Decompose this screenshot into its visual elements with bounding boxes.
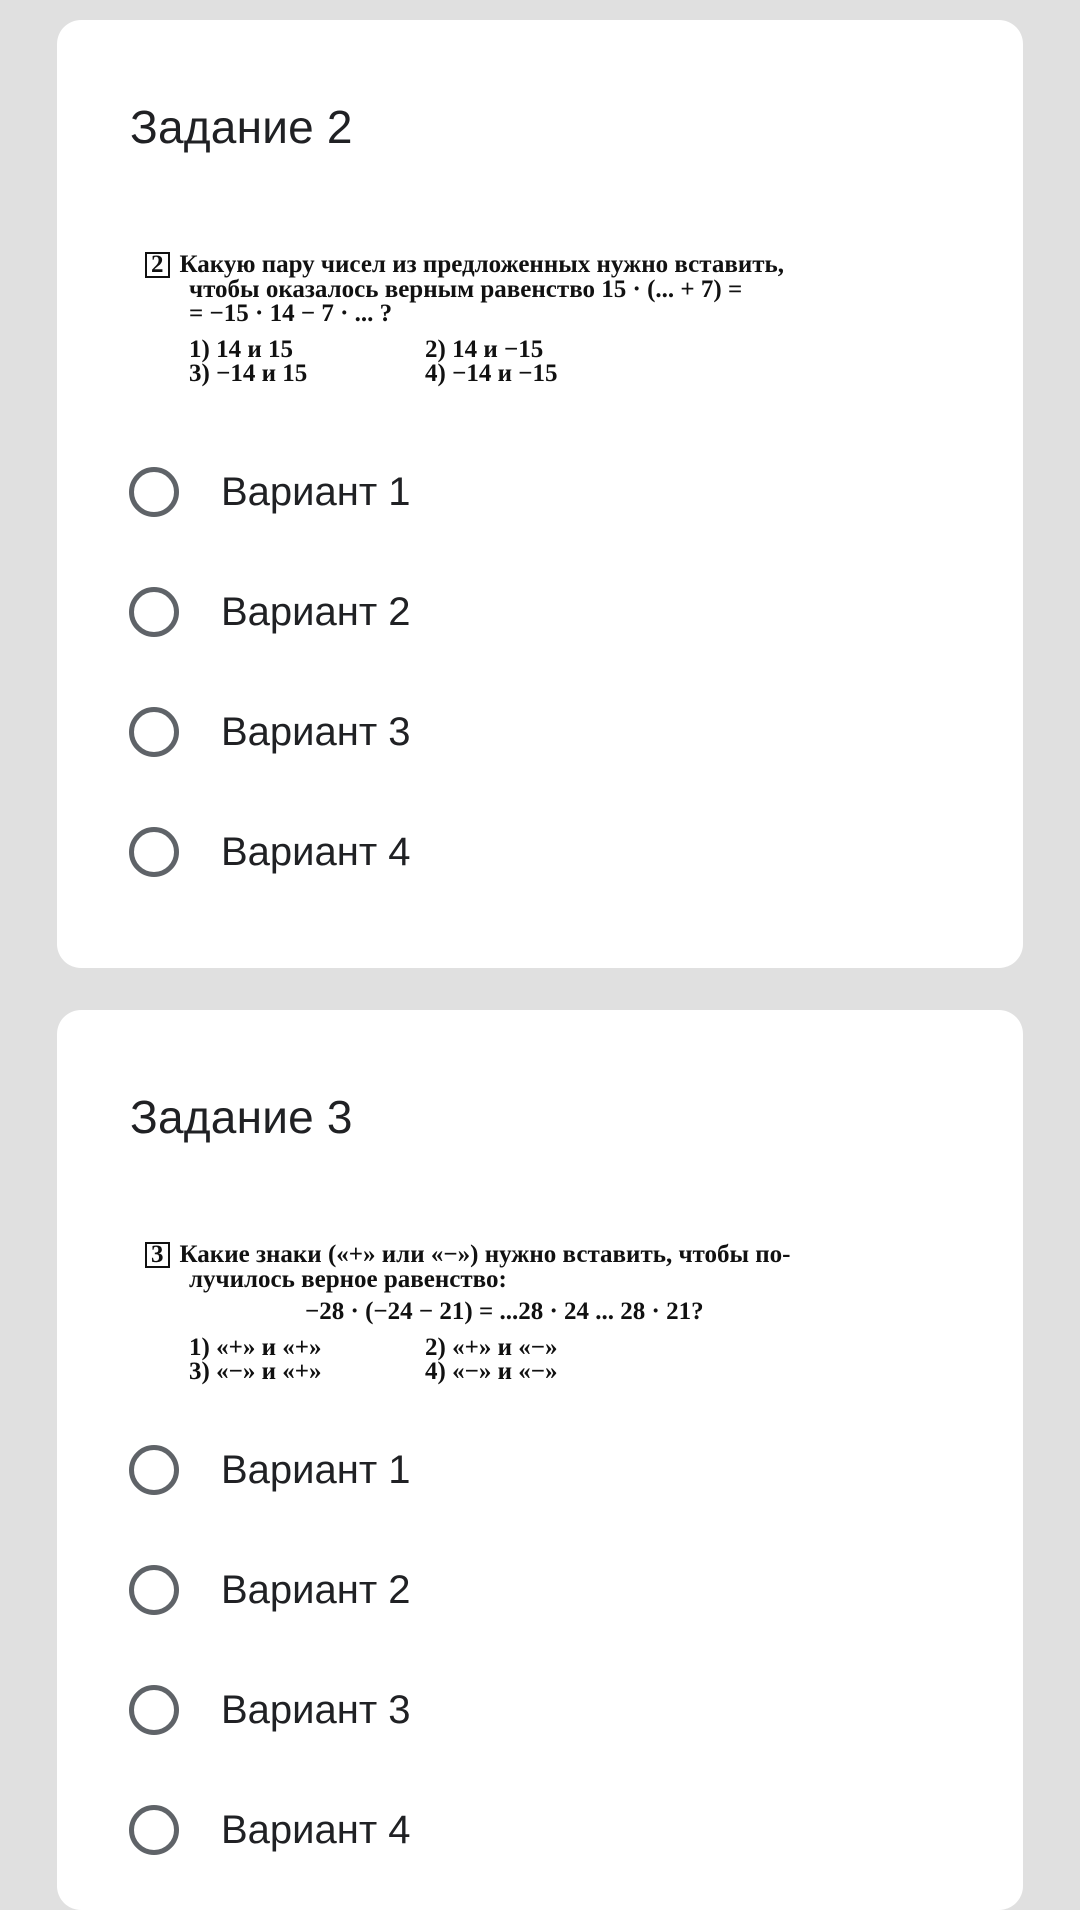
radio-button[interactable] xyxy=(129,467,179,517)
radio-button[interactable] xyxy=(129,587,179,637)
problem-number: 2 xyxy=(145,252,170,278)
problem-line-3: = −15 · 14 − 7 · ... ? xyxy=(189,300,393,327)
option-label: Вариант 1 xyxy=(221,1447,411,1492)
question-title: Задание 2 xyxy=(130,101,353,153)
problem-answer: 1) 14 и 15 xyxy=(189,336,293,363)
problem-answer: 3) «−» и «+» xyxy=(189,1358,322,1385)
question-card-2 xyxy=(57,20,1023,968)
problem-line-1: 2 Какую пару чисел из предложенных нужно вставить, xyxy=(145,252,945,278)
problem-answer: 4) −14 и −15 xyxy=(425,360,558,387)
radio-option-3[interactable] xyxy=(129,1670,829,1750)
option-label: Вариант 4 xyxy=(221,829,411,874)
radio-option-3[interactable] xyxy=(129,692,829,772)
radio-option-2[interactable] xyxy=(129,1550,829,1630)
problem-answer: 4) «−» и «−» xyxy=(425,1358,558,1385)
option-label: Вариант 3 xyxy=(221,709,411,754)
problem-number: 3 xyxy=(145,1242,170,1268)
problem-equation: −28 · (−24 − 21) = ...28 · 24 ... 28 · 21? xyxy=(305,1298,704,1325)
option-label: Вариант 1 xyxy=(221,469,411,514)
radio-option-1[interactable] xyxy=(129,1430,829,1510)
problem-image xyxy=(145,252,945,386)
problem-answer: 2) «+» и «−» xyxy=(425,1334,558,1361)
radio-option-1[interactable] xyxy=(129,452,829,532)
radio-button[interactable] xyxy=(129,707,179,757)
radio-option-4[interactable] xyxy=(129,812,829,892)
problem-line-2: чтобы оказалось верным равенство 15 · (... + 7) = xyxy=(189,276,743,303)
problem-line-1: 3 Какие знаки («+» или «−») нужно вставить, чтобы по- xyxy=(145,1242,945,1268)
problem-line-2: лучилось верное равенство: xyxy=(189,1266,507,1293)
problem-answers xyxy=(145,1336,945,1384)
radio-button[interactable] xyxy=(129,827,179,877)
option-label: Вариант 3 xyxy=(221,1687,411,1732)
option-label: Вариант 2 xyxy=(221,589,411,634)
question-card-3 xyxy=(57,1010,1023,1910)
radio-option-4[interactable] xyxy=(129,1790,829,1870)
radio-button[interactable] xyxy=(129,1445,179,1495)
option-label: Вариант 2 xyxy=(221,1567,411,1612)
radio-button[interactable] xyxy=(129,1685,179,1735)
radio-option-2[interactable] xyxy=(129,572,829,652)
radio-button[interactable] xyxy=(129,1565,179,1615)
problem-answer: 1) «+» и «+» xyxy=(189,1334,322,1361)
question-title: Задание 3 xyxy=(130,1091,353,1143)
problem-answer: 3) −14 и 15 xyxy=(189,360,308,387)
problem-image xyxy=(145,1242,945,1384)
radio-button[interactable] xyxy=(129,1805,179,1855)
problem-answers xyxy=(145,338,945,386)
option-label: Вариант 4 xyxy=(221,1807,411,1852)
problem-answer: 2) 14 и −15 xyxy=(425,336,544,363)
